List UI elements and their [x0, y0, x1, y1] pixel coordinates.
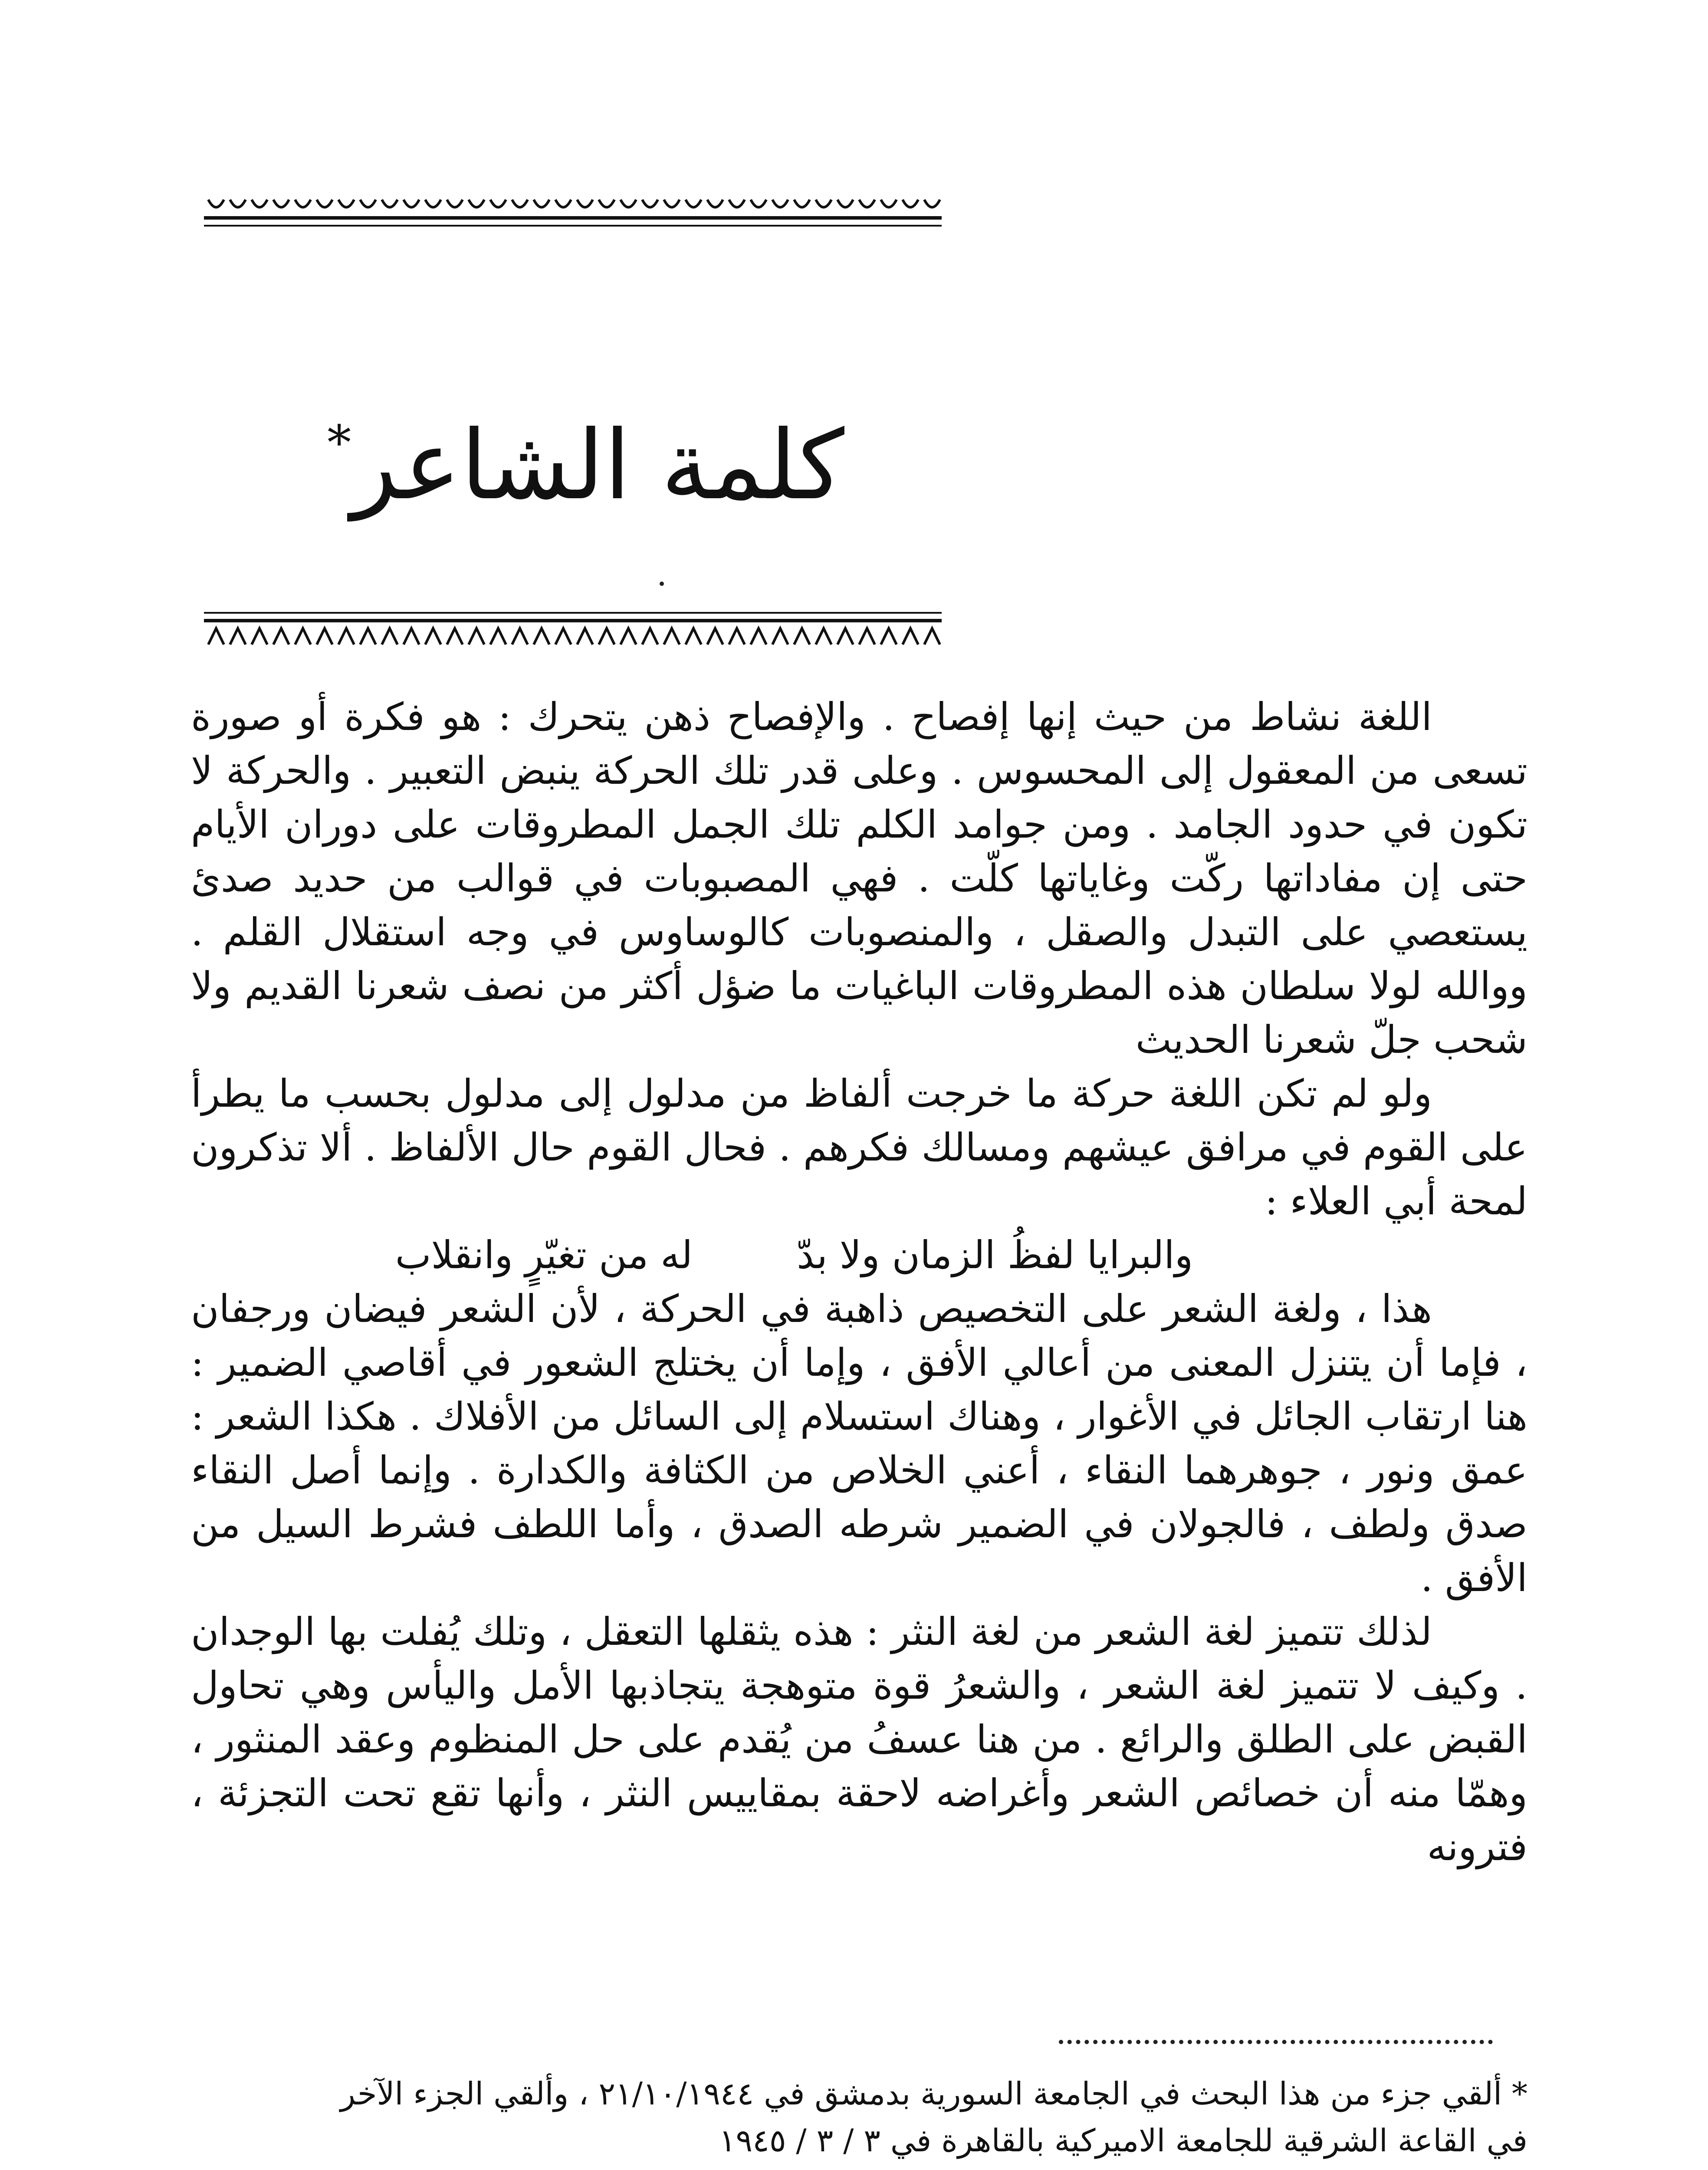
- paragraph-2: ولو لم تكن اللغة حركة ما خرجت ألفاظ من مدلول إلى مدلول بحسب ما يطرأ على القوم في مرافق عيشهم ومسالك فكرهم . فحال القوم حال الألفاظ . ألا تذكرون لمحة أبي العلاء :: [191, 1071, 1528, 1223]
- verse-first-half: والبرايا لفظُ الزمان ولا بدّ: [797, 1233, 1193, 1277]
- title-footnote-marker: *: [327, 415, 351, 470]
- title-text: كلمة الشاعر: [351, 410, 844, 521]
- verse-second-half: له من تغيّرٍ وانقلاب: [395, 1233, 693, 1277]
- paragraph-3: هذا ، ولغة الشعر على التخصيص ذاهبة في الحركة ، لأن الشعر فيضان ورجفان ، فإما أن يتنزل المعنى من أعالي الأفق ، وإما أن يختلج الشعور في أقاصي الضمير : هنا ارتقاب الجائل في الأغوار ، وهناك استسلام إلى السائل من الأفلاك . هكذا الشعر : عمق ونور ، جوهرهما النقاء ، أعني الخلاص من الكثافة والكدارة . وإنما أصل النقاء صدق ولطف ، فالجولان في الضمير شرطه الصدق ، وأما اللطف فشرط السيل من الأفق .: [191, 1286, 1527, 1600]
- footnote: [191, 2070, 1527, 2164]
- article-body: [191, 690, 1527, 1874]
- page-title: [304, 373, 868, 521]
- footnote-line-1: [191, 2070, 1527, 2117]
- paragraph-4: لذلك تتميز لغة الشعر من لغة النثر : هذه يثقلها التعقل ، وتلك يُفلت بها الوجدان . وكيف لا تتميز لغة الشعر ، والشعرُ قوة متوهجة يتجاذبها الأمل واليأس وهي تحاول القبض على الطلق والرائع . من هنا عسفُ من يُقدم على حل المنظوم وعقد المنثور ، وهمّا منه أن خصائص الشعر وأغراضه لاحقة بمقاييس النثر ، وأنها تقع تحت التجزئة ، فترونه: [191, 1609, 1528, 1869]
- footnote-text-1: ألقي جزء من هذا البحث في الجامعة السورية بدمشق في ٢١/١٠/١٩٤٤ ، وألقي الجزء الآخر: [340, 2075, 1502, 2112]
- footnote-separator: [1059, 2040, 1493, 2044]
- top-ornament-border: [204, 191, 942, 230]
- title-ornament-border: [204, 608, 942, 651]
- paragraph-1: اللغة نشاط من حيث إنها إفصاح . والإفصاح ذهن يتحرك : هو فكرة أو صورة تسعى من المعقول إلى المحسوس . وعلى قدر تلك الحركة ينبض التعبير . والحركة لا تكون في حدود الجامد . ومن جوامد الكلم تلك الجمل المطروقات على دوران الأيام حتى إن مفاداتها ركّت وغاياتها كلّت . فهي المصبوبات في قوالب من حديد صدئ يستعصي على التبدل والصقل ، والمنصوبات كالوساوس في وجه استقلال القلم . ووالله لولا سلطان هذه المطروقات الباغيات ما ضؤل أكثر من نصف شعرنا القديم ولا شحب جلّ شعرنا الحديث: [191, 694, 1527, 1062]
- poem-verse: [191, 1228, 1527, 1282]
- ink-speck: [660, 582, 664, 586]
- footnote-marker: *: [1512, 2075, 1527, 2112]
- footnote-line-2: في القاعة الشرقية للجامعة الاميركية بالقاهرة في ٣ / ٣ / ١٩٤٥: [719, 2122, 1527, 2159]
